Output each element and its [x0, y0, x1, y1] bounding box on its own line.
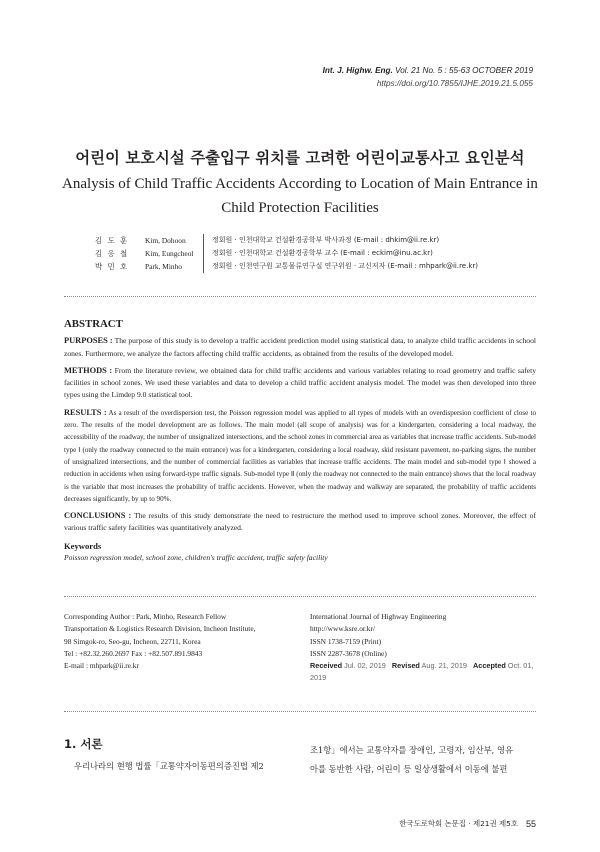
journal-info-block: [310, 611, 550, 685]
purposes-label: PURPOSES :: [64, 336, 113, 346]
abstract-heading: ABSTRACT: [64, 318, 123, 330]
abstract-section: [64, 318, 536, 564]
received-date: Jul. 02, 2019: [344, 661, 386, 671]
title-english-line-1: Analysis of Child Traffic Accidents According to Location of Main Entrance in: [62, 176, 538, 192]
abstract-methods: [64, 365, 536, 402]
author-row: [95, 260, 478, 273]
section-heading: 1. 서론: [64, 737, 103, 751]
author-name-en: Kim, Dohoon: [145, 236, 186, 245]
title-english-line-2: Child Protection Facilities: [221, 200, 379, 216]
abstract-results: [64, 407, 536, 505]
purposes-text: The purpose of this study is to develop a traffic accident prediction model using statistical data, to analyze child traffic accidents in school zones. Furthermore, we analyze the factors affecting child traffic accidents, as obtained from the results of the developed model.: [64, 336, 536, 358]
author-row: [95, 234, 478, 247]
journal-name: Int. J. Highw. Eng.: [322, 66, 393, 75]
corr-line: Transportation & Logistics Research Division, Incheon Institute,: [64, 624, 256, 634]
doi-link[interactable]: https://doi.org/10.7855/IJHE.2019.21.5.055: [376, 79, 533, 88]
keywords-heading: Keywords: [64, 540, 102, 551]
results-label: RESULTS :: [64, 407, 107, 417]
conclusions-label: CONCLUSIONS :: [64, 511, 132, 521]
author-name-ko: 박 민 호: [95, 262, 129, 271]
corr-line: 98 Simgok-ro, Seo-gu, Incheon, 22711, Korea: [64, 636, 201, 646]
corr-line: Corresponding Author : Park, Minho, Research Fellow: [64, 612, 227, 621]
abstract-conclusions: [64, 510, 536, 535]
revised-label: Revised: [391, 661, 420, 671]
footer-journal: 한국도로학회 논문집 · 제21권 제5호: [399, 819, 518, 828]
submission-dates: [310, 660, 550, 685]
author-affiliation: 정회원 · 인천대학교 건설환경공학부 교수 (E-mail : eckim@inu.ac.kr): [203, 247, 433, 260]
journal-info-line: International Journal of Highway Engineering: [310, 612, 447, 621]
divider: [64, 596, 536, 597]
body-text-right: [310, 741, 538, 779]
body-text-left: 우리나라의 현행 법률「교통약자이동편의증진법 제2: [74, 761, 264, 771]
conclusions-text: The results of this study demonstrate the need to restructure the method used to improve school zones. Moreover, the effect of various traffic safety facilities was quantitatively analyzed.: [64, 511, 536, 533]
accepted-date: Oct. 01, 2019: [310, 661, 534, 683]
title-english: [60, 172, 540, 220]
keywords-text: Poisson regression model, school zone, children's traffic accident, traffic safety facility: [64, 553, 328, 563]
author-name-ko: 김 도 훈: [95, 236, 129, 245]
corr-email: E-mail : mhpark@ii.re.kr: [64, 661, 139, 671]
methods-text: From the literature review, we obtained data for child traffic accidents and various variables relating to road geometry and traffic safety facilities in school zones. We used these variables and data to develop a child traffic accident analysis model. The model was then developed into three types using the Limdep 9.0 statistical tool.: [64, 365, 536, 400]
issn-online: ISSN 2287-3678 (Online): [310, 648, 387, 658]
issue-date: OCTOBER 2019: [472, 66, 533, 75]
page-footer: [399, 818, 536, 829]
results-text: As a result of the overdispersion test, the Poisson regression model was applied to all types of models with an overdispersion coefficient of close to zero. The results of the model development are as follows. The main model (all scope of analysis) was for a kindergarten, considering a local roadway, the accessibility of the roadway, the number of unsignalized intersections, and the school zones in commercial area as variables that increase traffic accidents. Sub-model type Ⅰ (only the roadway connected to the main entrance) was for a kindergarten, considering a local roadway, skid resistant pavement, no-parking signs, the number of unsignalized intersections, and the number of commercial facilities as variables that increase traffic accidents. The main model and sub-model type Ⅰ showed a reduction in accidents when using forward-type traffic signals. Sub-model type Ⅱ (only the roadway not connected to the main entrance) shows that the local roadway is the variable that most increases the probability of traffic accidents. However, when the roadway and walkway are separated, the probability of traffic accidents decreases significantly, by up to 90%.: [64, 408, 536, 503]
page-number: 55: [525, 818, 536, 829]
author-name-en: Park, Minho: [145, 262, 182, 271]
author-affiliation: 정회원 · 인천대학교 건설환경공학부 박사과정 (E-mail : dhkim@ii.re.kr): [203, 234, 439, 247]
title-korean: 어린이 보호시설 주출입구 위치를 고려한 어린이교통사고 요인분석: [75, 149, 525, 167]
accepted-label: Accepted: [473, 661, 506, 671]
author-row: [95, 247, 478, 260]
author-affiliation: 정회원 · 인천연구원 교통물류연구실 연구위원 · 교신저자 (E-mail : mhpark@ii.re.kr): [203, 260, 478, 273]
issn-print: ISSN 1738-7159 (Print): [310, 636, 382, 646]
author-name-en: Kim, Eungcheol: [145, 249, 194, 258]
journal-url[interactable]: http://www.ksre.or.kr/: [310, 624, 376, 634]
divider: [64, 296, 536, 297]
received-label: Received: [310, 661, 343, 671]
author-list: [95, 234, 478, 273]
corr-line: Tel : +82.32.260.2697 Fax : +82.507.891.9843: [64, 648, 203, 658]
abstract-purposes: [64, 335, 536, 360]
journal-citation: [323, 64, 533, 90]
body-line: 아를 동반한 사람, 어린이 등 일상생활에서 이동에 불편: [310, 764, 508, 774]
author-name-ko: 김 응 철: [95, 249, 129, 258]
body-line: 조1항」에서는 교통약자를 장애인, 고령자, 임산부, 영유: [310, 745, 513, 755]
divider: [64, 711, 536, 712]
volume-issue: Vol. 21 No. 5 : 55-63: [395, 66, 470, 75]
corresponding-author-block: [64, 611, 304, 672]
methods-label: METHODS :: [64, 365, 113, 375]
revised-date: Aug. 21, 2019: [421, 661, 467, 671]
